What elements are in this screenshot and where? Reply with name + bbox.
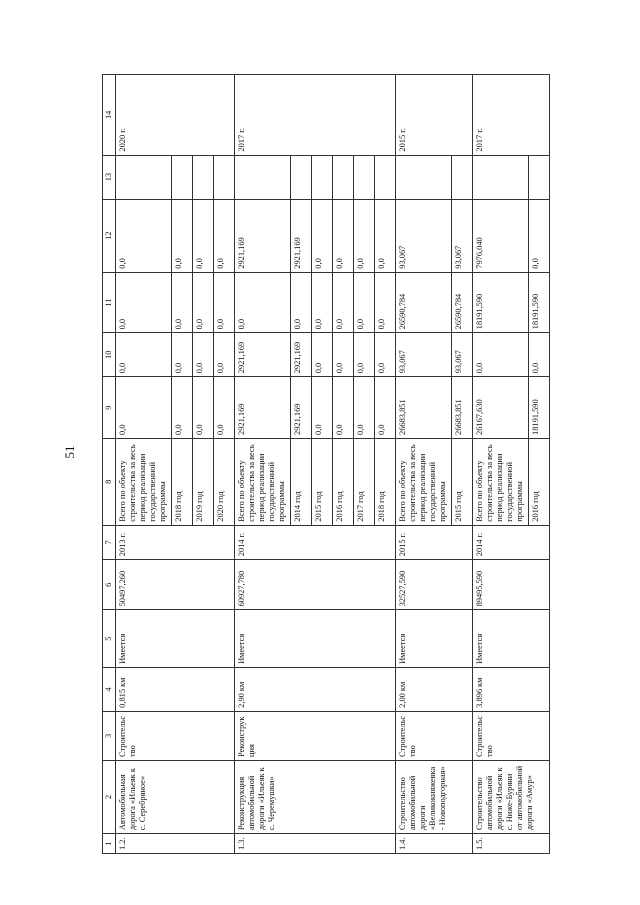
design-documentation: Имеется: [116, 610, 235, 668]
total-funding: 0,0: [354, 377, 375, 439]
table-row: [473, 75, 529, 854]
local-budget: 0,0: [333, 199, 354, 272]
local-budget: 0,0: [116, 199, 172, 272]
total-funding: 26167,630: [473, 377, 529, 439]
regional-budget: 18191,590: [529, 272, 550, 333]
other-sources: [375, 155, 396, 199]
object-name: Строительство автомобильной дороги «Ильеяк к с. Ниже-Буряни от автомобильной дороги «Амур»: [473, 760, 550, 833]
column-number-7: 7: [103, 525, 116, 560]
other-sources: [312, 155, 333, 199]
end-year: 2017 г.: [235, 75, 396, 156]
regional-budget: 0,0: [333, 272, 354, 333]
start-year: 2014 г.: [473, 525, 550, 560]
other-sources: [193, 155, 214, 199]
funding-period: Всего по объекту строительства за весь период реализации государственной программы: [396, 438, 452, 525]
design-documentation: Имеется: [473, 610, 550, 668]
rotated-table-container: [102, 74, 590, 854]
object-name: Реконструкция автомобильной дороги «Ильеяк к с. Черемушки»: [235, 760, 396, 833]
design-documentation: Имеется: [235, 610, 396, 668]
regional-budget: 26590,784: [452, 272, 473, 333]
estimated-cost: 32527,590: [396, 560, 473, 610]
estimated-cost: 89495,590: [473, 560, 550, 610]
column-number-11: 11: [103, 272, 116, 333]
federal-budget: 0,0: [375, 333, 396, 377]
road-length: 2,00 км: [396, 667, 473, 711]
local-budget: 0,0: [529, 199, 550, 272]
total-funding: 0,0: [333, 377, 354, 439]
federal-budget: 2921,169: [235, 333, 291, 377]
total-funding: 2921,169: [235, 377, 291, 439]
regional-budget: 0,0: [354, 272, 375, 333]
local-budget: 0,0: [375, 199, 396, 272]
federal-budget: 93,067: [396, 333, 452, 377]
other-sources: [333, 155, 354, 199]
total-funding: 26683,851: [452, 377, 473, 439]
total-funding: 0,0: [193, 377, 214, 439]
local-budget: 0,0: [193, 199, 214, 272]
federal-budget: 0,0: [312, 333, 333, 377]
total-funding: 18191,590: [529, 377, 550, 439]
funding-period: 2016 год: [333, 438, 354, 525]
funding-period: 2018 год: [172, 438, 193, 525]
design-documentation: Имеется: [396, 610, 473, 668]
road-length: 3,896 км: [473, 667, 550, 711]
funding-period: 2015 год: [452, 438, 473, 525]
other-sources: [452, 155, 473, 199]
local-budget: 93,067: [452, 199, 473, 272]
road-length: 2,90 км: [235, 667, 396, 711]
funding-period: 2019 год: [193, 438, 214, 525]
work-type: Реконструкция: [235, 711, 396, 760]
estimated-cost: 50497,260: [116, 560, 235, 610]
federal-budget: 0,0: [473, 333, 529, 377]
funding-period: Всего по объекту строительства за весь период реализации государственной программы: [473, 438, 529, 525]
federal-budget: 0,0: [529, 333, 550, 377]
total-funding: 2921,169: [291, 377, 312, 439]
federal-budget: 0,0: [172, 333, 193, 377]
other-sources: [235, 155, 291, 199]
local-budget: 0,0: [214, 199, 235, 272]
other-sources: [473, 155, 529, 199]
page-number: 51: [62, 445, 77, 459]
table-row: [235, 75, 291, 854]
total-funding: 0,0: [312, 377, 333, 439]
item-number: 1.3.: [235, 834, 396, 854]
regional-budget: 0,0: [312, 272, 333, 333]
federal-budget: 0,0: [193, 333, 214, 377]
column-number-3: 3: [103, 711, 116, 760]
work-type: Строительство: [116, 711, 235, 760]
federal-budget: 93,067: [452, 333, 473, 377]
regional-budget: 0,0: [172, 272, 193, 333]
column-number-2: 2: [103, 760, 116, 833]
other-sources: [116, 155, 172, 199]
total-funding: 0,0: [375, 377, 396, 439]
column-number-12: 12: [103, 199, 116, 272]
road-length: 0,815 км: [116, 667, 235, 711]
local-budget: 2921,169: [235, 199, 291, 272]
other-sources: [172, 155, 193, 199]
table-row: [116, 75, 172, 854]
funding-period: Всего по объекту строительства за весь период реализации государственной программы: [116, 438, 172, 525]
local-budget: 93,067: [396, 199, 452, 272]
funding-period: 2018 год: [375, 438, 396, 525]
column-number-6: 6: [103, 560, 116, 610]
federal-budget: 0,0: [214, 333, 235, 377]
regional-budget: 0,0: [291, 272, 312, 333]
object-name: Автомобильная дорога «Ильеяк к с. Серебряное»: [116, 760, 235, 833]
item-number: 1.4.: [396, 834, 473, 854]
federal-budget: 0,0: [354, 333, 375, 377]
regional-budget: 0,0: [193, 272, 214, 333]
investment-table: [102, 74, 550, 854]
start-year: 2013 г.: [116, 525, 235, 560]
other-sources: [529, 155, 550, 199]
other-sources: [354, 155, 375, 199]
total-funding: 0,0: [116, 377, 172, 439]
local-budget: 7976,040: [473, 199, 529, 272]
work-type: Строительство: [473, 711, 550, 760]
funding-period: 2016 год: [529, 438, 550, 525]
funding-period: 2014 год: [291, 438, 312, 525]
funding-period: 2017 год: [354, 438, 375, 525]
column-number-5: 5: [103, 610, 116, 668]
federal-budget: 0,0: [333, 333, 354, 377]
funding-period: 2020 год: [214, 438, 235, 525]
federal-budget: 2921,169: [291, 333, 312, 377]
column-number-8: 8: [103, 438, 116, 525]
end-year: 2017 г.: [473, 75, 550, 156]
start-year: 2014 г.: [235, 525, 396, 560]
local-budget: 2921,169: [291, 199, 312, 272]
estimated-cost: 60927,780: [235, 560, 396, 610]
header-row: [103, 75, 116, 854]
funding-period: Всего по объекту строительства за весь период реализации государственной программы: [235, 438, 291, 525]
local-budget: 0,0: [312, 199, 333, 272]
column-number-10: 10: [103, 333, 116, 377]
column-number-14: 14: [103, 75, 116, 156]
local-budget: 0,0: [172, 199, 193, 272]
item-number: 1.5.: [473, 834, 550, 854]
column-number-4: 4: [103, 667, 116, 711]
total-funding: 26683,851: [396, 377, 452, 439]
federal-budget: 0,0: [116, 333, 172, 377]
regional-budget: 0,0: [375, 272, 396, 333]
table-row: [396, 75, 452, 854]
item-number: 1.2.: [116, 834, 235, 854]
total-funding: 0,0: [214, 377, 235, 439]
regional-budget: 26590,784: [396, 272, 452, 333]
regional-budget: 0,0: [214, 272, 235, 333]
other-sources: [396, 155, 452, 199]
column-number-1: 1: [103, 834, 116, 854]
work-type: Строительство: [396, 711, 473, 760]
other-sources: [291, 155, 312, 199]
regional-budget: 18191,590: [473, 272, 529, 333]
other-sources: [214, 155, 235, 199]
end-year: 2015 г.: [396, 75, 473, 156]
column-number-9: 9: [103, 377, 116, 439]
total-funding: 0,0: [172, 377, 193, 439]
local-budget: 0,0: [354, 199, 375, 272]
funding-period: 2015 год: [312, 438, 333, 525]
start-year: 2015 г.: [396, 525, 473, 560]
regional-budget: 0,0: [116, 272, 172, 333]
column-number-13: 13: [103, 155, 116, 199]
regional-budget: 0,0: [235, 272, 291, 333]
end-year: 2020 г.: [116, 75, 235, 156]
object-name: Строительство автомобильной дороги «Великокняжевка - Новоподгорная»: [396, 760, 473, 833]
